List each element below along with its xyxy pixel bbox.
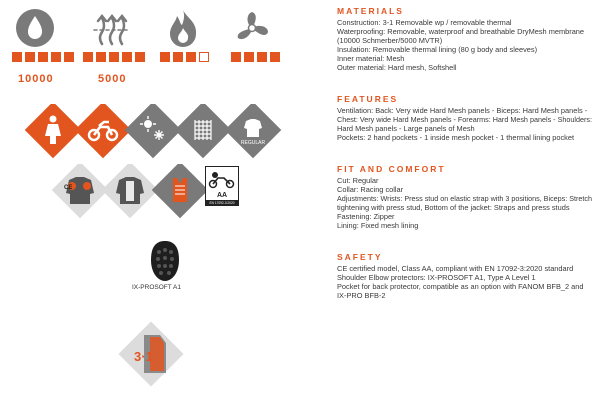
safety-line: Pocket for back protector, compatible as an option with FANOM BFB_2 and [337,282,584,291]
protector-label: IX-PROSOFT A1 [132,284,182,291]
mesh-icon [175,104,232,158]
svg-text:REGULAR: REGULAR [240,140,266,146]
materials-title: MATERIALS [337,6,404,16]
fit-line: tightening with press stud, Bottom of the jacket: Straps and press studs [337,203,570,212]
breathability-arrows-icon [92,8,132,48]
spec-column [337,6,592,300]
all-season-icon [125,104,182,158]
waterproof-rating-bars [12,52,74,62]
regular-fit-icon [225,104,282,158]
materials-line: Insulation: Removable thermal lining (80 g body and sleeves) [337,45,538,54]
ce-protector-icon [52,164,108,218]
motorcycle-icon [75,104,132,158]
materials-section [337,6,592,72]
features-line: Ventilation: Back: Very wide Hard Mesh panels - Biceps: Hard Mesh panels - [337,106,588,115]
fit-line: Collar: Racing collar [337,185,404,194]
class-aa-badge [205,166,239,206]
breathability-rating-bars [83,52,145,62]
materials-line: Waterproofing: Removable, waterproof and breathable DryMesh membrane [337,27,585,36]
protector-icon [150,240,180,282]
women-fit-icon [25,104,81,158]
fit-line: Fastening: Zipper [337,212,395,221]
fan-icon [232,8,272,48]
safety-title: SAFETY [337,252,383,262]
fit-line: Adjustments: Wrists: Press stud on elastic strap with 3 positions, Biceps: Stretch [337,194,592,203]
safety-line: CE certified model, Class AA, compliant with EN 17092-3:2020 standard [337,264,574,273]
fit-line: Cut: Regular [337,176,379,185]
svg-text:EN 17092-3:2020: EN 17092-3:2020 [209,201,235,205]
fit-title: FIT AND COMFORT [337,164,446,174]
svg-text:CE: CE [64,185,73,191]
fit-section [337,164,592,230]
features-section [337,94,592,142]
safety-section [337,252,592,300]
airbag-vest-icon [152,164,209,218]
features-line: Pockets: 2 hand pockets - 1 inside mesh pocket - 1 thermal lining pocket [337,133,575,142]
flame-icon [163,8,203,48]
features-title: FEATURES [337,94,399,104]
breathability-rating-value: 5000 [98,73,127,85]
fit-line: Lining: Fixed mesh lining [337,221,419,230]
features-line: Chest: Very wide Hard Mesh panels - Forearms: Hard Mesh panels - Shoulders: [337,115,592,124]
materials-line: Outer material: Hard mesh, Softshell [337,63,457,72]
features-line: Hard Mesh panels - Large panels of Mesh [337,124,475,133]
back-protector-pocket-icon [102,164,159,218]
materials-line: Inner material: Mesh [337,54,405,63]
svg-text:AA: AA [216,192,228,199]
materials-line: (10000 Schmerber/5000 MVTR) [337,36,443,45]
safety-line: Shoulder Elbow protectors: IX-PROSOFT A1, Type A Level 1 [337,273,536,282]
safety-line: IX-PRO BFB-2 [337,291,386,300]
svg-text:3·1: 3·1 [134,349,153,364]
water-drop-icon [15,8,55,48]
three-in-one-badge [114,317,188,391]
warmth-rating-bars [160,52,209,62]
ventilation-rating-bars [231,52,280,62]
waterproof-rating-value: 10000 [18,73,54,85]
materials-line: Construction: 3-1 Removable wp / removable thermal [337,18,512,27]
usage-badges-row [25,104,285,160]
